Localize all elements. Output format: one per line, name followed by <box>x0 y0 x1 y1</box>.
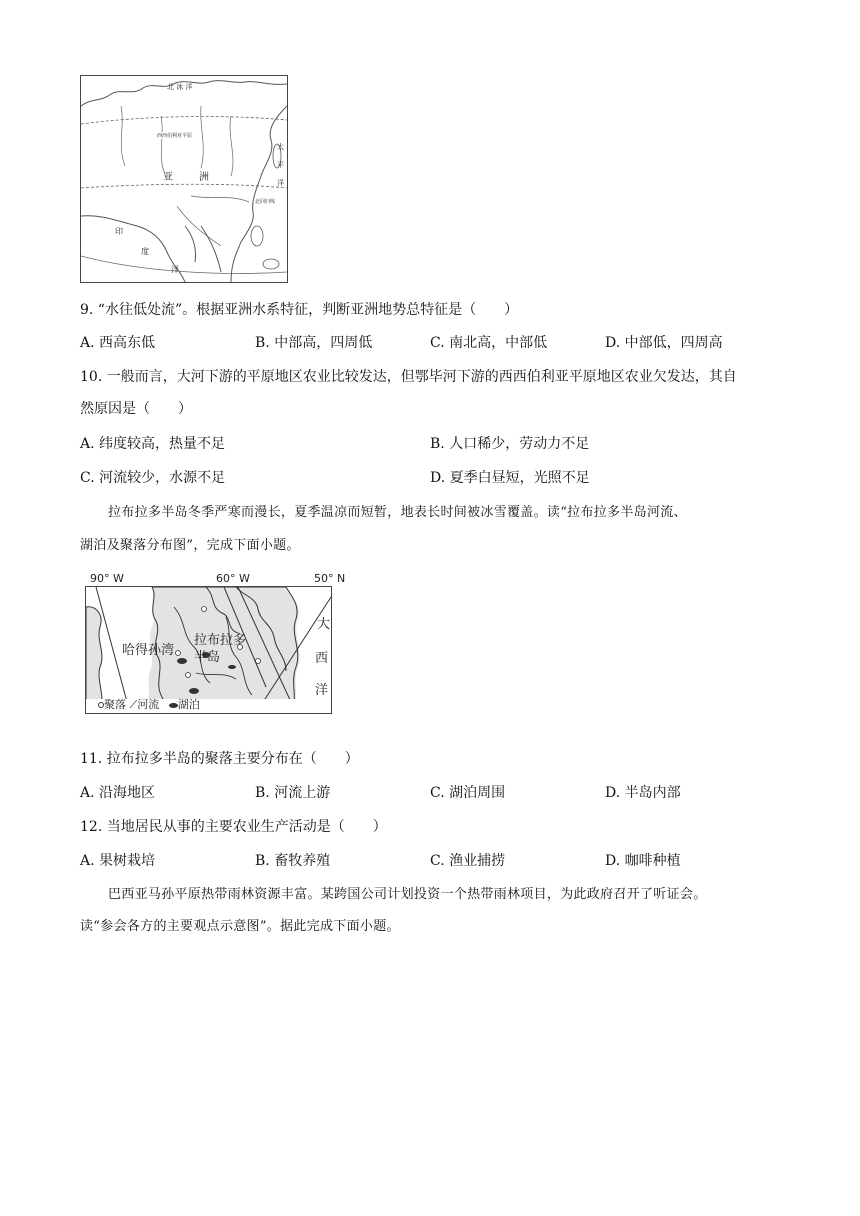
labrador-intro-line-1: 拉布拉多半岛冬季严寒而漫长，夏季温凉而短暂，地表长时间被冰雪覆盖。读“拉布拉多半岛河流、 <box>108 505 687 520</box>
q11-option-d[interactable]: D. 半岛内部 <box>605 785 681 801</box>
map-legend <box>98 698 200 712</box>
pacific-label-3: 洋 <box>277 179 284 187</box>
q11-option-b[interactable]: B. 河流上游 <box>255 785 331 801</box>
indian-ocean-label-3: 洋 <box>171 265 179 274</box>
indian-ocean-label-2: 度 <box>141 247 149 256</box>
q10-option-d[interactable]: D. 夏季白昼短，光照不足 <box>430 470 590 486</box>
question-11-stem: 11. 拉布拉多半岛的聚落主要分布在（ ） <box>80 751 359 767</box>
labrador-peninsula-label-2: 半岛 <box>194 650 221 665</box>
atlantic-label-2: 西 <box>315 651 329 666</box>
asia-label-1: 亚 <box>163 172 173 183</box>
atlantic-label-3: 洋 <box>315 683 329 698</box>
q10-option-c[interactable]: C. 河流较少，水源不足 <box>80 470 226 486</box>
river-legend-label: 河流 <box>137 698 160 711</box>
amazon-intro-line-2: 读“参会各方的主要观点示意图”。据此完成下面小题。 <box>80 919 400 934</box>
labrador-peninsula-label-1: 拉布拉多 <box>194 633 247 648</box>
settlement-legend-label: 聚落 <box>104 698 126 711</box>
atlantic-label-1: 大 <box>317 617 331 632</box>
question-10-stem-line-1: 10. 一般而言，大河下游的平原地区农业比较发达，但鄂毕河下游的西西伯利亚平原地区农业欠发达，其自 <box>80 369 737 385</box>
pacific-label-2: 平 <box>277 161 284 169</box>
latitude-50n-label: 50° N <box>314 572 346 585</box>
q11-option-c[interactable]: C. 湖泊周围 <box>430 785 506 801</box>
west-siberian-plain-label: 西西伯利亚平原 <box>157 133 193 139</box>
lake-legend-label: 湖泊 <box>177 698 200 711</box>
asia-map <box>80 75 288 283</box>
q12-option-c[interactable]: C. 渔业捕捞 <box>430 853 506 869</box>
question-10-stem-line-2: 然原因是（ ） <box>80 401 192 417</box>
q9-option-d[interactable]: D. 中部低，四周高 <box>605 335 723 351</box>
labrador-map <box>85 586 332 714</box>
labrador-intro-line-2: 湖泊及聚落分布图”，完成下面小题。 <box>80 538 300 553</box>
asia-map-drawing <box>81 76 287 282</box>
longitude-60w-label: 60° W <box>216 572 250 585</box>
asia-label-2: 洲 <box>199 172 209 183</box>
river-legend-icon: ⟋ <box>129 698 138 711</box>
q10-option-a[interactable]: A. 纬度较高，热量不足 <box>80 436 226 452</box>
arctic-ocean-label: 北 冰 洋 <box>167 83 193 91</box>
longitude-90w-label: 90° W <box>90 572 124 585</box>
q9-option-c[interactable]: C. 南北高，中部低 <box>430 335 548 351</box>
question-12-stem: 12. 当地居民从事的主要农业生产活动是（ ） <box>80 819 387 835</box>
hudson-bay-label: 哈得孙湾 <box>122 643 175 658</box>
lake-legend-icon <box>169 703 178 708</box>
q9-option-a[interactable]: A. 西高东低 <box>80 335 156 351</box>
amazon-intro-line-1: 巴西亚马孙平原热带雨林资源丰富。某跨国公司计划投资一个热带雨林项目，为此政府召开了听证会。 <box>108 887 707 902</box>
question-9-stem: 9. “水往低处流”。根据亚洲水系特征，判断亚洲地势总特征是（ ） <box>80 302 519 318</box>
q12-option-d[interactable]: D. 咖啡种植 <box>605 853 681 869</box>
q11-option-a[interactable]: A. 沿海地区 <box>80 785 156 801</box>
q12-option-b[interactable]: B. 畜牧养殖 <box>255 853 331 869</box>
indian-ocean-label-1: 印 <box>115 227 123 236</box>
q9-option-b[interactable]: B. 中部高，四周低 <box>255 335 373 351</box>
q10-option-b[interactable]: B. 人口稀少，劳动力不足 <box>430 436 590 452</box>
pacific-label-1: 太 <box>277 143 284 151</box>
tropic-label: 北回归线 <box>255 199 276 205</box>
q12-option-a[interactable]: A. 果树栽培 <box>80 853 156 869</box>
